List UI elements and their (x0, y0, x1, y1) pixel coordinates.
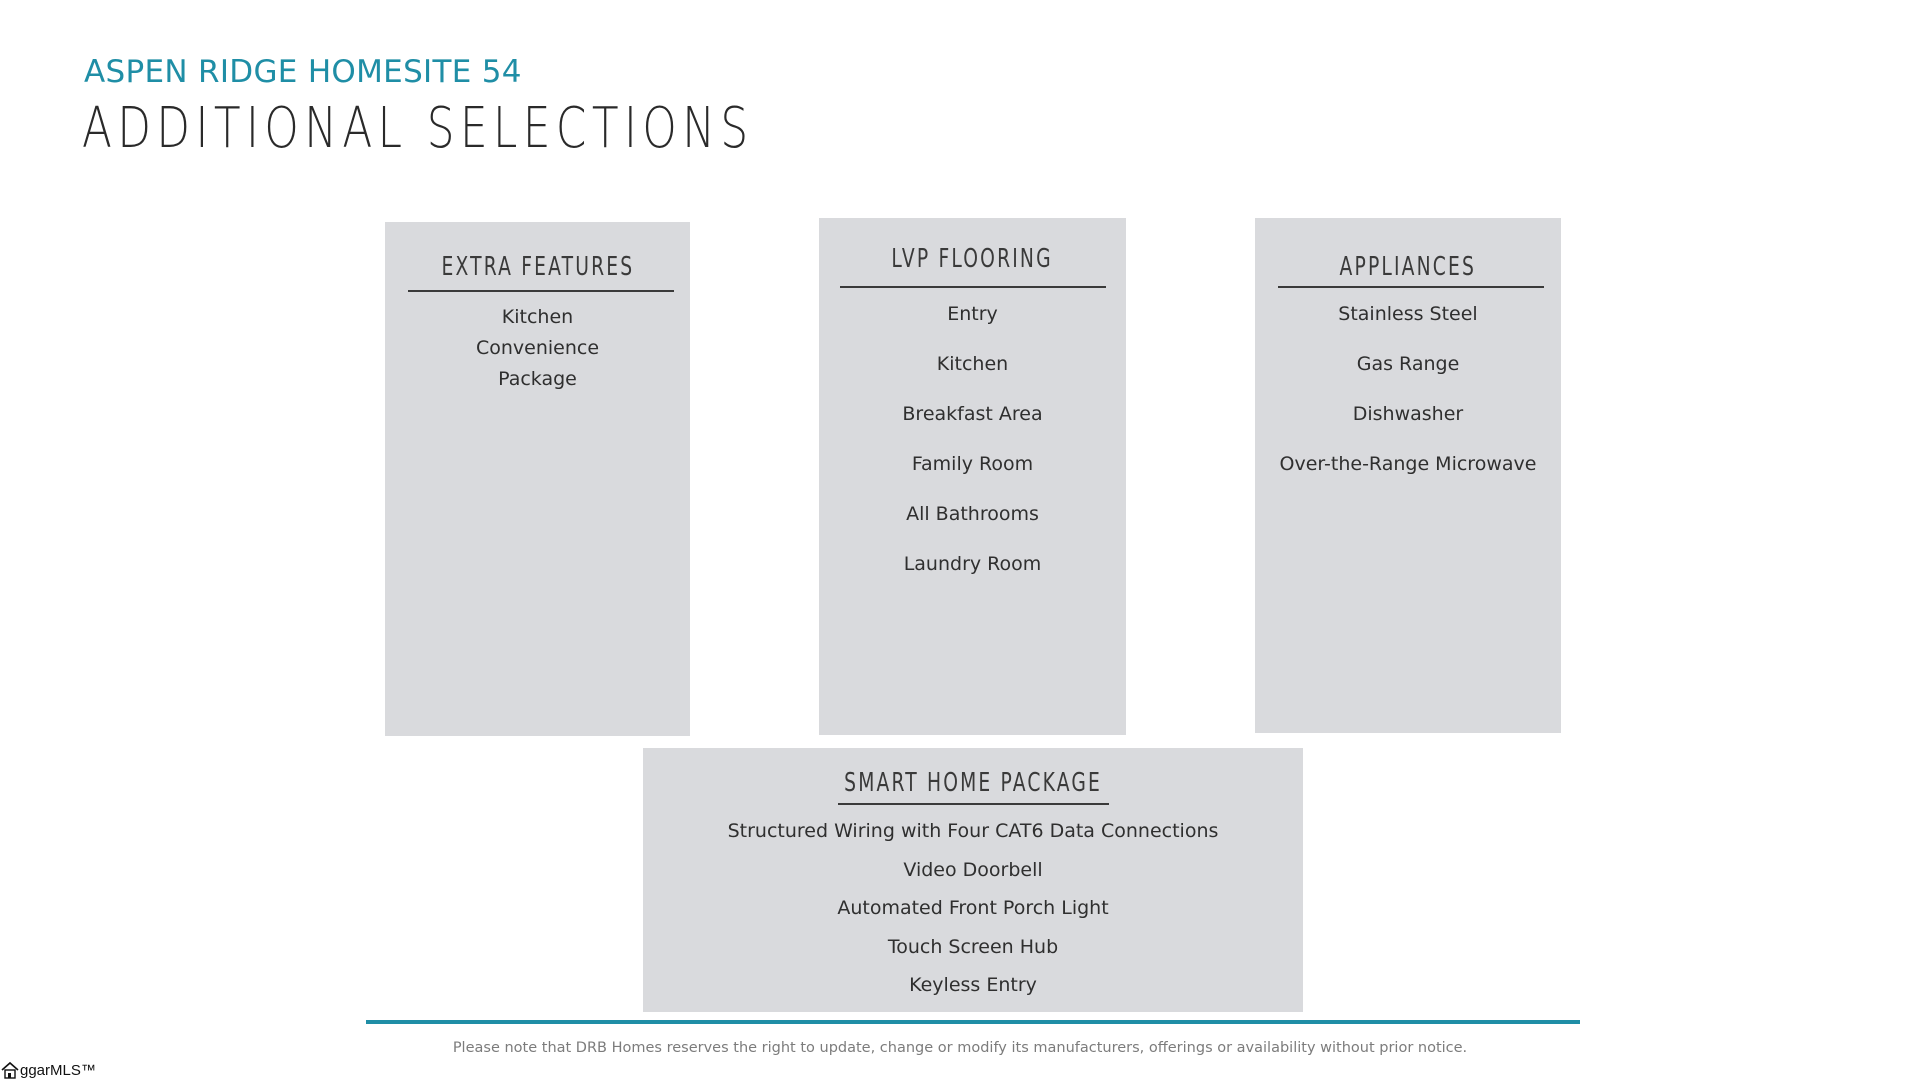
list-item: Kitchen (936, 353, 1009, 375)
smart-home-package-card (643, 748, 1303, 1012)
list-item: Keyless Entry (909, 974, 1037, 996)
list-item: Breakfast Area (902, 403, 1043, 425)
list-item: Laundry Room (903, 553, 1042, 575)
appliances-heading: APPLIANCES (1339, 252, 1477, 282)
list-item: All Bathrooms (906, 503, 1039, 525)
list-item: Automated Front Porch Light (837, 897, 1109, 919)
house-icon (0, 1060, 20, 1080)
list-item: Dishwasher (1352, 403, 1464, 425)
smart-home-list (643, 818, 1303, 1011)
watermark-text: ggarMLS™ (20, 1061, 96, 1079)
list-item: Entry (947, 303, 998, 325)
list-item: Family Room (911, 453, 1034, 475)
mls-watermark (0, 1060, 96, 1080)
list-item: Video Doorbell (903, 858, 1043, 881)
appliances-card (1255, 218, 1561, 733)
smart-home-heading: SMART HOME PACKAGE (844, 768, 1102, 798)
list-item: Structured Wiring with Four CAT6 Data Connections (727, 820, 1219, 842)
disclaimer-text: Please note that DRB Homes reserves the right to update, change or modify its manufacturers, offerings or availability without prior notice. (452, 1040, 1468, 1056)
list-item: Touch Screen Hub (887, 935, 1059, 958)
page-title: ADDITIONAL SELECTIONS (82, 96, 754, 161)
appliances-list (1255, 302, 1561, 502)
heading-divider (838, 803, 1109, 805)
lvp-flooring-card (819, 218, 1126, 735)
lvp-flooring-heading: LVP FLOORING (891, 244, 1054, 274)
list-item: Stainless Steel (1338, 303, 1478, 325)
heading-divider (1278, 286, 1544, 288)
lvp-flooring-list (819, 302, 1126, 602)
footer-divider (366, 1020, 1580, 1024)
heading-divider (840, 286, 1106, 288)
extra-features-list (385, 302, 690, 395)
list-item: Gas Range (1356, 353, 1460, 375)
list-item: Over-the-Range Microwave (1279, 453, 1537, 475)
extra-features-heading: EXTRA FEATURES (441, 252, 634, 282)
extra-features-card (385, 222, 690, 736)
list-item: Kitchen Convenience Package (475, 306, 600, 390)
page-subtitle: ASPEN RIDGE HOMESITE 54 (84, 54, 522, 90)
heading-divider (408, 290, 674, 292)
